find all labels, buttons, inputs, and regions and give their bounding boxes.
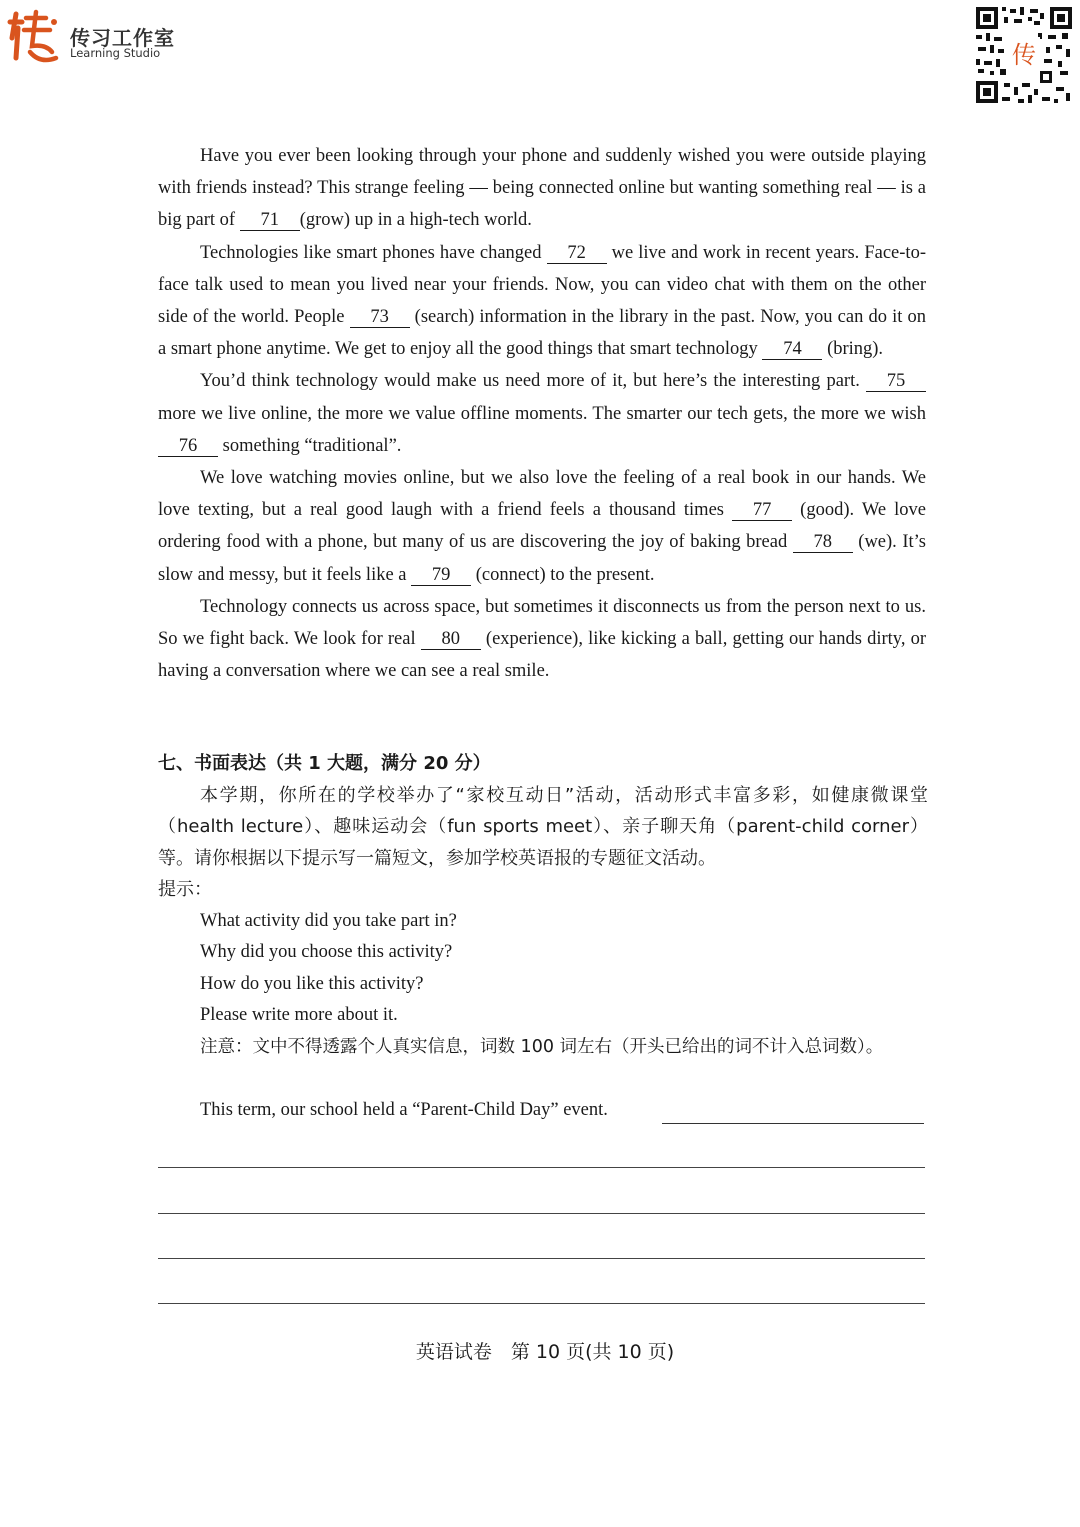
blank-75[interactable]: 75 <box>866 371 926 392</box>
answer-line[interactable] <box>158 1303 925 1304</box>
hint-item: How do you like this activity? <box>200 973 424 994</box>
writing-section <box>158 748 928 1063</box>
studio-logo-mark-icon <box>6 8 62 66</box>
hint-label: 提示： <box>158 879 212 900</box>
blank-71[interactable]: 71 <box>240 210 300 231</box>
starter-sentence: This term, our school held a “Parent-Child Day” event. <box>200 1100 608 1120</box>
hint-list <box>158 906 928 1032</box>
answer-line-first[interactable] <box>662 1123 924 1124</box>
qr-center-mark: 传 <box>1012 41 1036 69</box>
logo-english-text: Learning Studio <box>70 46 161 60</box>
page-footer: 英语试卷 第 10 页(共 10 页) <box>415 1341 675 1363</box>
passage-paragraph-3: You’d think technology would make us need more of it, but here’s the interesting part. 75 more we live online, the more we value offline moments. The smarter our tech gets, the more we wish 76 something “traditional”. <box>158 371 926 456</box>
logo-chinese-text: 传习工作室 <box>70 26 175 50</box>
passage-paragraph-5: Technology connects us across space, but sometimes it disconnects us from the person next to us. So we fight back. We look for real 80 (experience), like kicking a ball, getting our hands dirty, or having a conversation where we can see a real smile. <box>158 596 927 682</box>
hint-item: Please write more about it. <box>200 1005 398 1025</box>
blank-76[interactable]: 76 <box>158 436 218 457</box>
blank-77[interactable]: 77 <box>732 500 792 521</box>
passage-paragraph-4: We love watching movies online, but we also love the feeling of a real book in our hands. We love texting, but a real good laugh with a friend feels a thousand times 77 (good). We love ordering food with a phone, but many of us are discovering the joy of baking bread 78 (we). It’s slow and messy, but it feels like a 79 (connect) to the present. <box>158 468 926 585</box>
writing-note: 注意：文中不得透露个人真实信息，词数 100 词左右（开头已给出的词不计入总词数）。 <box>200 1036 884 1057</box>
blank-74[interactable]: 74 <box>762 339 822 360</box>
answer-line[interactable] <box>158 1258 925 1259</box>
blank-80[interactable]: 80 <box>421 629 481 650</box>
blank-79[interactable]: 79 <box>411 565 471 586</box>
cloze-passage <box>158 140 926 687</box>
blank-78[interactable]: 78 <box>793 532 853 553</box>
hint-item: What activity did you take part in? <box>200 910 457 931</box>
passage-paragraph-1: Have you ever been looking through your phone and suddenly wished you were outside playing with friends instead? This strange feeling — being connected online but wanting something real — is a big part of 71 (grow) up in a high-tech world. <box>158 146 926 231</box>
writing-task-description: 本学期，你所在的学校举办了“家校互动日”活动，活动形式丰富多彩，如健康微课堂（health lecture）、趣味运动会（fun sports meet）、亲子聊天角（parent-child corner）等。请你根据以下提示写一篇短文，参加学校英语报的专题征文活动。 <box>158 784 929 869</box>
studio-logo <box>6 8 206 70</box>
qr-code-icon <box>972 3 1076 107</box>
section-heading: 七、书面表达（共 1 大题，满分 20 分） <box>158 753 491 774</box>
passage-paragraph-2: Technologies like smart phones have changed 72 we live and work in recent years. Face-to-face talk used to mean you lived near your friends. Now, you can video chat with them on the other side of the world. People 73 (search) information in the library in the past. Now, you can do it on a smart phone anytime. We get to enjoy all the good things that smart technology 74 (bring). <box>158 242 926 360</box>
answer-line[interactable] <box>158 1213 925 1214</box>
answer-line[interactable] <box>158 1167 925 1168</box>
blank-73[interactable]: 73 <box>350 307 410 328</box>
hint-item: Why did you choose this activity? <box>200 942 453 962</box>
blank-72[interactable]: 72 <box>547 243 607 264</box>
